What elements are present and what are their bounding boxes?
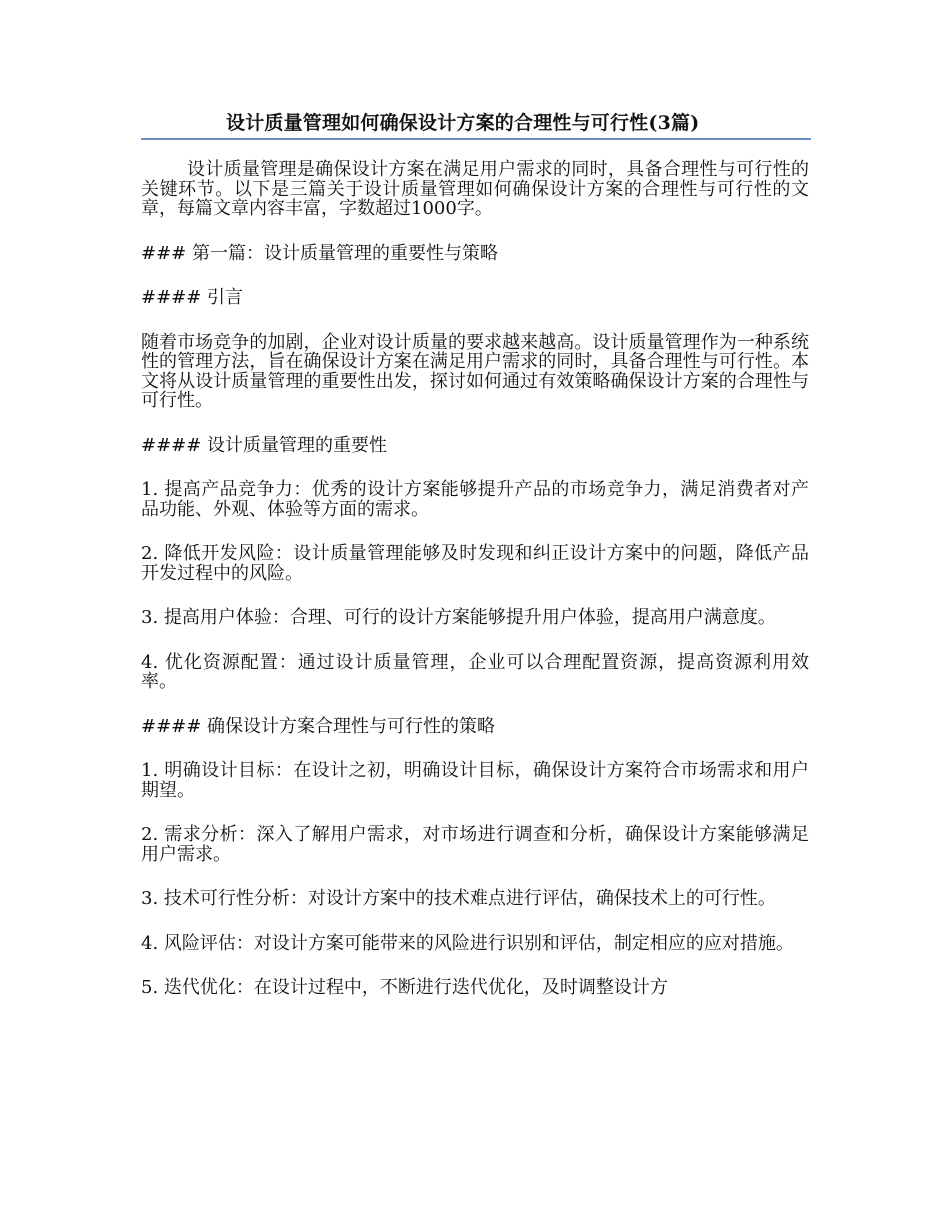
importance-item-4: 4. 优化资源配置：通过设计质量管理，企业可以合理配置资源，提高资源利用效率。 bbox=[141, 651, 809, 692]
strategy-item-2: 2. 需求分析：深入了解用户需求，对市场进行调查和分析，确保设计方案能够满足用户需求。 bbox=[141, 824, 809, 865]
document-body bbox=[141, 160, 809, 1023]
importance-item-2: 2. 降低开发风险：设计质量管理能够及时发现和纠正设计方案中的问题，降低产品开发过程中的风险。 bbox=[141, 543, 809, 584]
importance-item-3: 3. 提高用户体验：合理、可行的设计方案能够提升用户体验，提高用户满意度。 bbox=[141, 607, 776, 628]
heading-introduction: #### 引言 bbox=[141, 287, 244, 308]
introduction-paragraph: 随着市场竞争的加剧，企业对设计质量的要求越来越高。设计质量管理作为一种系统性的管理方法，旨在确保设计方案在满足用户需求的同时，具备合理性与可行性。本文将从设计质量管理的重要性出发，探讨如何通过有效策略确保设计方案的合理性与可行性。 bbox=[141, 331, 809, 411]
strategy-item-1: 1. 明确设计目标：在设计之初，明确设计目标，确保设计方案符合市场需求和用户期望。 bbox=[141, 760, 809, 801]
document-title: 设计质量管理如何确保设计方案的合理性与可行性(3篇) bbox=[226, 112, 700, 134]
strategy-item-3: 3. 技术可行性分析：对设计方案中的技术难点进行评估，确保技术上的可行性。 bbox=[141, 888, 776, 909]
heading-importance: #### 设计质量管理的重要性 bbox=[141, 434, 388, 456]
intro-paragraph: 设计质量管理是确保设计方案在满足用户需求的同时，具备合理性与可行性的关键环节。以下是三篇关于设计质量管理如何确保设计方案的合理性与可行性的文章，每篇文章内容丰富，字数超过1000字。 bbox=[141, 159, 809, 219]
importance-item-1: 1. 提高产品竞争力：优秀的设计方案能够提升产品的市场竞争力，满足消费者对产品功能、外观、体验等方面的需求。 bbox=[141, 479, 809, 520]
strategy-item-5: 5. 迭代优化：在设计过程中，不断进行迭代优化，及时调整设计方 bbox=[141, 977, 668, 998]
strategy-item-4: 4. 风险评估：对设计方案可能带来的风险进行识别和评估，制定相应的应对措施。 bbox=[141, 932, 794, 954]
heading-strategy: #### 确保设计方案合理性与可行性的策略 bbox=[141, 715, 496, 737]
heading-part1: ### 第一篇：设计质量管理的重要性与策略 bbox=[141, 242, 498, 264]
title-underline bbox=[141, 138, 811, 140]
